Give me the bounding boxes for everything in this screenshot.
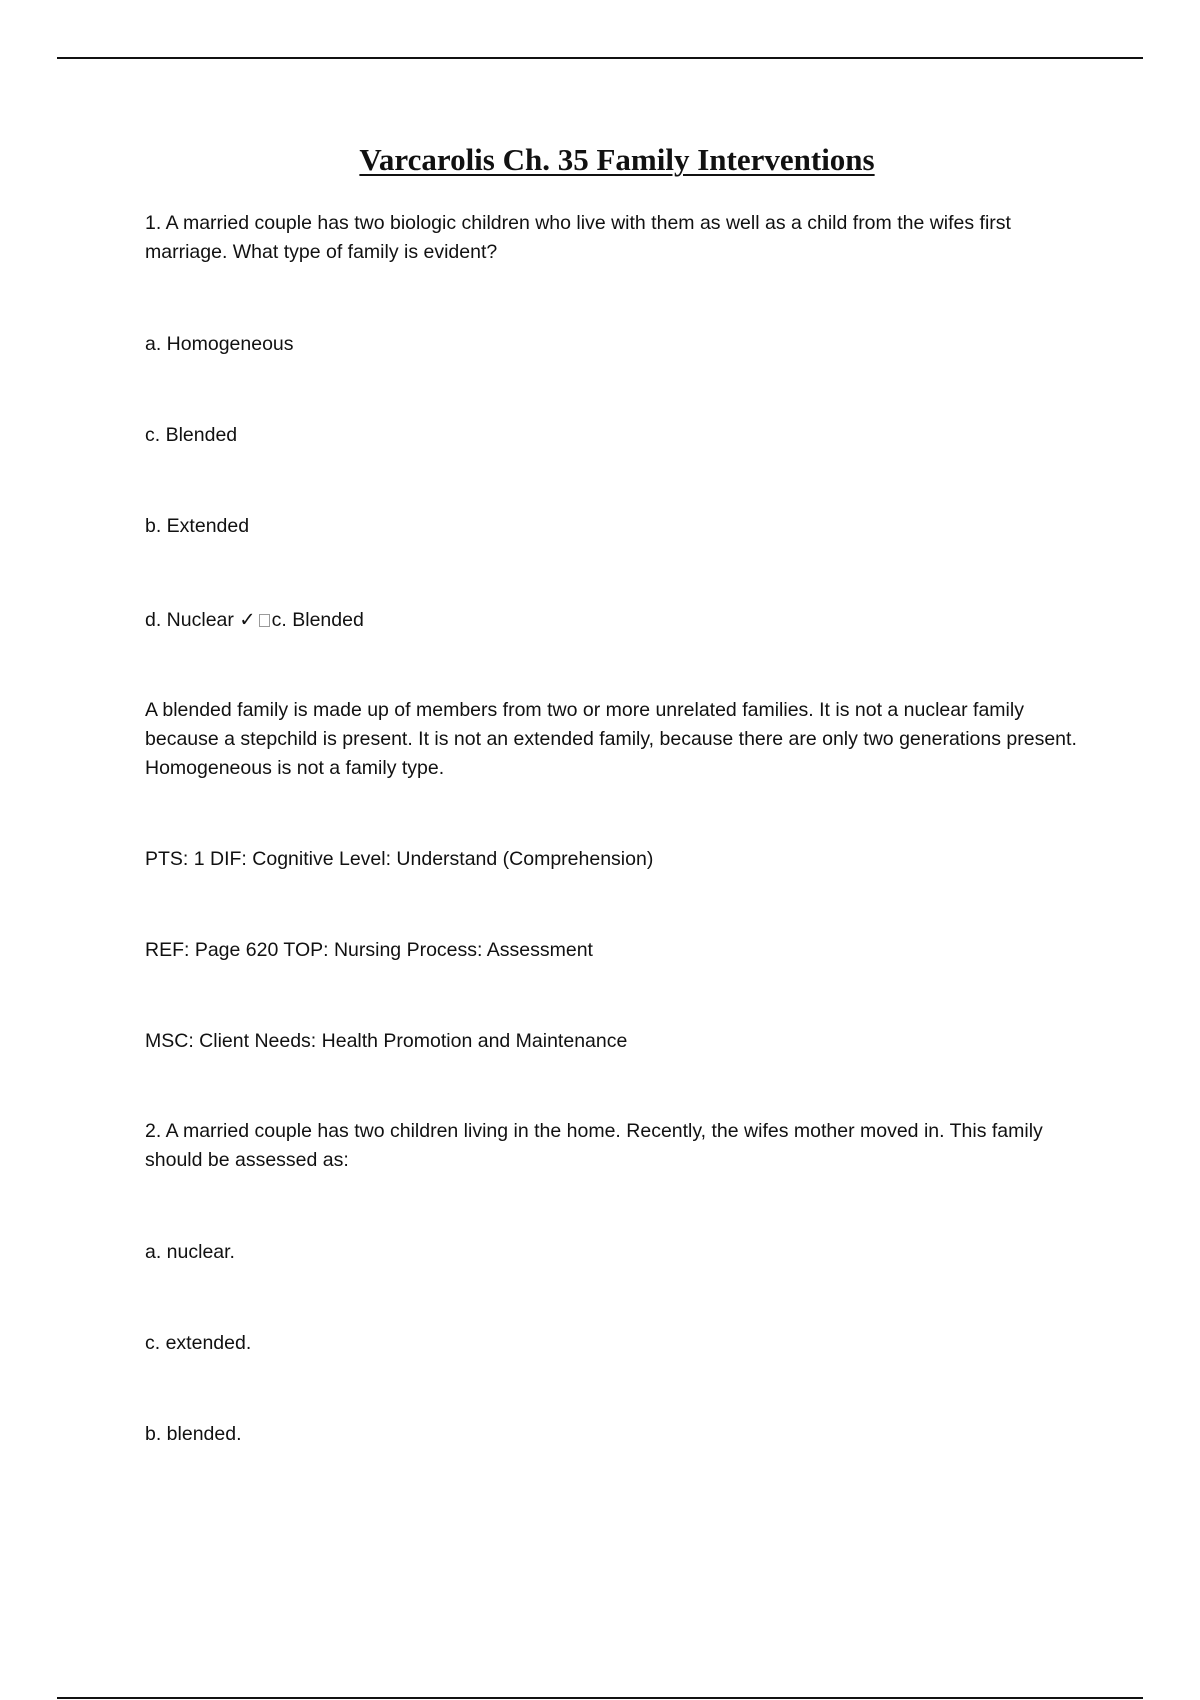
question-1-option-b: b. Extended <box>145 515 250 537</box>
question-1-option-c: c. Blended <box>145 424 238 446</box>
question-1-answer: c. Blended <box>271 609 364 631</box>
question-1-ref-top: REF: Page 620 TOP: Nursing Process: Assessment <box>145 939 593 961</box>
question-1-option-a: a. Homogeneous <box>145 333 294 355</box>
question-1-rationale: A blended family is made up of members from two or more unrelated families. It is not a nuclear family because a stepchild is present. It is not an extended family, because there are only two generations present. Homogeneous is not a family type. <box>145 699 1077 779</box>
bottom-rule <box>57 1697 1143 1699</box>
checkbox-glyph-icon <box>259 614 270 627</box>
question-1-msc: MSC: Client Needs: Health Promotion and Maintenance <box>145 1030 628 1052</box>
document-title: Varcarolis Ch. 35 Family Interventions <box>359 142 875 177</box>
question-2-stem: 2. A married couple has two children living in the home. Recently, the wifes mother moved in. This family should be assessed as: <box>145 1120 1043 1171</box>
question-1-option-d-with-answer <box>145 605 364 635</box>
question-2-option-a: a. nuclear. <box>145 1241 235 1263</box>
question-2-option-b: b. blended. <box>145 1423 242 1445</box>
question-1-option-d: d. Nuclear <box>145 609 234 631</box>
top-rule <box>57 57 1143 59</box>
check-mark-icon: ✓ <box>239 608 256 631</box>
question-1-pts-dif: PTS: 1 DIF: Cognitive Level: Understand (Comprehension) <box>145 848 654 870</box>
question-1-stem: 1. A married couple has two biologic children who live with them as well as a child from the wifes first marriage. What type of family is evident? <box>145 212 1011 263</box>
question-2-option-c: c. extended. <box>145 1332 252 1354</box>
